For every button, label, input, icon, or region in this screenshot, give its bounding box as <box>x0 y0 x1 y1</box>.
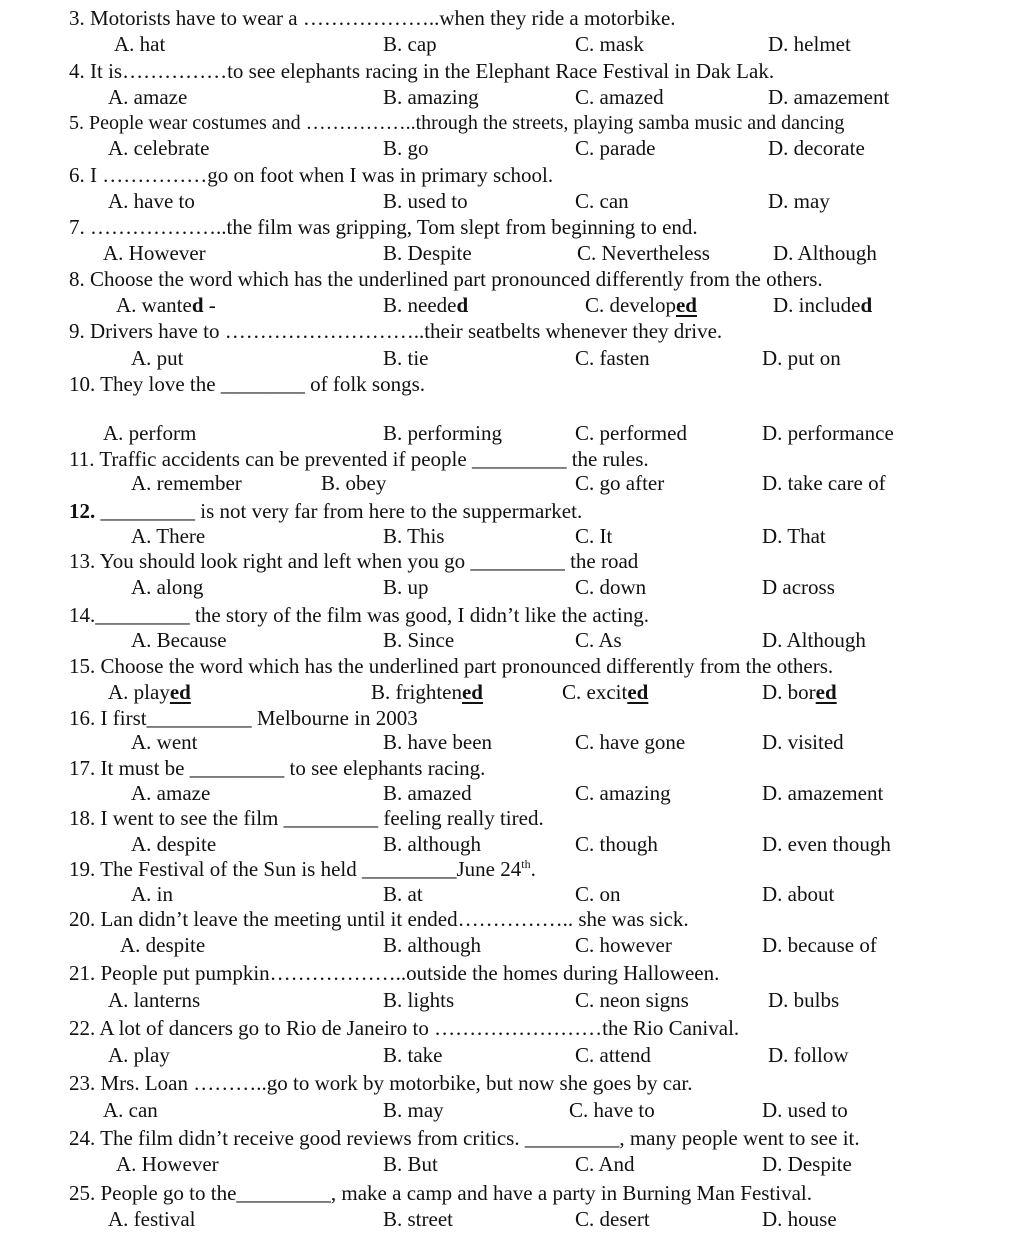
question-23-options <box>0 1097 1024 1123</box>
question-24-options <box>0 1151 1024 1177</box>
question-4-options <box>0 84 1024 110</box>
question-text: 9. Drivers have to ………………………..their seatbelts whenever they drive. <box>69 319 723 343</box>
question-22 <box>0 1015 1024 1041</box>
option-d: D. take care of <box>762 471 886 495</box>
option-a: A. hat <box>114 32 166 56</box>
option-c: C. excited <box>562 680 649 704</box>
question-8-options <box>0 292 1024 318</box>
question-text: 25. People go to the_________, make a camp and have a party in Burning Man Festival. <box>69 1181 813 1205</box>
question-17-options <box>0 780 1024 806</box>
question-12 <box>0 498 1024 524</box>
option-d: D. about <box>762 882 835 906</box>
question-5-options <box>0 135 1024 161</box>
option-b: B. go <box>383 136 429 160</box>
option-d: D. may <box>768 189 830 213</box>
option-c: C. amazing <box>575 781 671 805</box>
option-c: C. amazed <box>575 85 664 109</box>
question-20-options <box>0 932 1024 958</box>
question-18-options <box>0 831 1024 857</box>
option-d: D. performance <box>762 421 894 445</box>
question-11 <box>0 446 1024 472</box>
question-3-options <box>0 31 1024 57</box>
option-a: A. However <box>116 1152 219 1176</box>
option-c: C. Nevertheless <box>577 241 710 265</box>
option-b: B. street <box>383 1207 453 1231</box>
option-b: B. frightened <box>371 680 483 704</box>
option-a: A. can <box>103 1098 158 1122</box>
option-d: D. Despite <box>762 1152 852 1176</box>
question-text: 15. Choose the word which has the underlined part pronounced differently from the others. <box>69 654 834 678</box>
option-d: D. amazement <box>768 85 890 109</box>
question-text: 19. The Festival of the Sun is held _________June 24th. <box>69 857 536 881</box>
question-text: 24. The film didn’t receive good reviews from critics. _________, many people went to see it. <box>69 1126 860 1150</box>
question-text: 21. People put pumpkin………………..outside the homes during Halloween. <box>69 961 720 985</box>
question-5 <box>0 110 1024 136</box>
question-16-options <box>0 729 1024 755</box>
question-13-options <box>0 574 1024 600</box>
question-text: 7. ………………..the film was gripping, Tom slept from beginning to end. <box>69 215 698 239</box>
question-text: 18. I went to see the film _________ feeling really tired. <box>69 806 544 830</box>
option-a: A. along <box>131 575 204 599</box>
option-b: B. Since <box>383 628 455 652</box>
question-9 <box>0 318 1024 344</box>
question-text: 13. You should look right and left when you go _________ the road <box>69 549 639 573</box>
question-6 <box>0 162 1024 188</box>
option-a: A. despite <box>120 933 206 957</box>
option-b: B. tie <box>383 346 429 370</box>
question-8 <box>0 266 1024 292</box>
option-b: B. amazed <box>383 781 472 805</box>
option-c: C. desert <box>575 1207 650 1231</box>
question-text: 6. I ……………go on foot when I was in primary school. <box>69 163 554 187</box>
option-b: B. lights <box>383 988 455 1012</box>
option-d: D. amazement <box>762 781 884 805</box>
option-d: D. even though <box>762 832 891 856</box>
option-a: A. remember <box>131 471 242 495</box>
question-text: 4. It is……………to see elephants racing in the Elephant Race Festival in Dak Lak. <box>69 59 775 83</box>
option-a: A. amaze <box>131 781 211 805</box>
question-11-options <box>0 470 1024 496</box>
question-23 <box>0 1070 1024 1096</box>
question-text: 3. Motorists have to wear a ………………..when they ride a motorbike. <box>69 6 676 30</box>
question-15 <box>0 653 1024 679</box>
option-d: D. Although <box>762 628 866 652</box>
option-a: A. put <box>131 346 184 370</box>
question-text: 8. Choose the word which has the underlined part pronounced differently from the others. <box>69 267 823 291</box>
option-a: A. amaze <box>108 85 188 109</box>
option-a: A. festival <box>108 1207 196 1231</box>
option-d: D. follow <box>768 1043 849 1067</box>
question-3 <box>0 5 1024 31</box>
option-b: B. although <box>383 832 481 856</box>
option-a: A. play <box>108 1043 170 1067</box>
question-text: 5. People wear costumes and ……………..through the streets, playing samba music and dancing <box>69 112 845 134</box>
question-6-options <box>0 188 1024 214</box>
option-a: A. have to <box>108 189 195 213</box>
option-a: A. went <box>131 730 198 754</box>
question-21-options <box>0 987 1024 1013</box>
option-c: C. though <box>575 832 658 856</box>
option-c: C. can <box>575 189 629 213</box>
option-d: D. Although <box>773 241 877 265</box>
option-d: D. used to <box>762 1098 848 1122</box>
option-b: B. amazing <box>383 85 479 109</box>
option-d: D. decorate <box>768 136 865 160</box>
option-b: B. take <box>383 1043 443 1067</box>
option-c: C. It <box>575 524 613 548</box>
question-12-options <box>0 523 1024 549</box>
question-19 <box>0 856 1024 882</box>
question-25 <box>0 1180 1024 1206</box>
question-7 <box>0 214 1024 240</box>
question-21 <box>0 960 1024 986</box>
option-c: C. mask <box>575 32 644 56</box>
option-a: A. perform <box>103 421 197 445</box>
question-20 <box>0 906 1024 932</box>
question-14 <box>0 602 1024 628</box>
option-a: A. Because <box>131 628 227 652</box>
option-c: C. neon signs <box>575 988 689 1012</box>
option-a: A. There <box>131 524 206 548</box>
option-c: C. fasten <box>575 346 650 370</box>
option-b: B. needed <box>383 293 469 317</box>
question-text: 20. Lan didn’t leave the meeting until it ended…………….. she was sick. <box>69 907 689 931</box>
option-c: C. parade <box>575 136 656 160</box>
question-text: 11. Traffic accidents can be prevented if people _________ the rules. <box>69 447 649 471</box>
question-text: 22. A lot of dancers go to Rio de Janeiro to ……………………the Rio Canival. <box>69 1016 740 1040</box>
option-d: D. because of <box>762 933 877 957</box>
option-c: C. attend <box>575 1043 651 1067</box>
option-b: B. up <box>383 575 429 599</box>
option-d: D. bored <box>762 680 837 704</box>
question-text: 14._________ the story of the film was good, I didn’t like the acting. <box>69 603 649 627</box>
question-7-options <box>0 240 1024 266</box>
question-17 <box>0 755 1024 781</box>
option-d: D. helmet <box>768 32 851 56</box>
option-c: C. down <box>575 575 647 599</box>
option-b: B. although <box>383 933 481 957</box>
option-b: B. Despite <box>383 241 472 265</box>
question-text: 23. Mrs. Loan ………..go to work by motorbike, but now she goes by car. <box>69 1071 693 1095</box>
question-number: 12. <box>69 499 96 523</box>
option-c: C. on <box>575 882 621 906</box>
option-c: C. developed <box>585 293 697 317</box>
option-a: A. lanterns <box>108 988 201 1012</box>
question-text: 10. They love the ________ of folk songs. <box>69 372 425 396</box>
option-c: C. performed <box>575 421 687 445</box>
question-24 <box>0 1125 1024 1151</box>
question-4 <box>0 58 1024 84</box>
option-b: B. cap <box>383 32 437 56</box>
option-c: C. however <box>575 933 672 957</box>
question-25-options <box>0 1206 1024 1232</box>
option-b: B. may <box>383 1098 444 1122</box>
question-15-options <box>0 679 1024 705</box>
option-a: A. However <box>103 241 206 265</box>
question-text: 12. _________ is not very far from here to the suppermarket. <box>69 499 583 523</box>
option-d: D across <box>762 575 835 599</box>
option-d: D. included <box>773 293 873 317</box>
option-b: B. But <box>383 1152 438 1176</box>
question-18 <box>0 805 1024 831</box>
option-b: B. used to <box>383 189 468 213</box>
question-text: 17. It must be _________ to see elephants racing. <box>69 756 486 780</box>
option-a: A. in <box>131 882 173 906</box>
question-14-options <box>0 627 1024 653</box>
question-10-options <box>0 420 1024 446</box>
option-d: D. house <box>762 1207 837 1231</box>
question-10 <box>0 371 1024 397</box>
question-22-options <box>0 1042 1024 1068</box>
option-a: A. celebrate <box>108 136 210 160</box>
question-19-options <box>0 881 1024 907</box>
option-d: D. That <box>762 524 826 548</box>
option-a: A. wanted - <box>116 293 216 317</box>
option-c: C. have gone <box>575 730 686 754</box>
question-16 <box>0 705 1024 731</box>
option-c: C. As <box>575 628 622 652</box>
option-b: B. This <box>383 524 445 548</box>
option-a: A. played <box>108 680 191 704</box>
option-b: B. performing <box>383 421 502 445</box>
question-13 <box>0 548 1024 574</box>
option-b: B. obey <box>321 471 387 495</box>
option-d: D. visited <box>762 730 844 754</box>
option-c: C. have to <box>569 1098 655 1122</box>
option-d: D. put on <box>762 346 841 370</box>
option-b: B. have been <box>383 730 493 754</box>
option-d: D. bulbs <box>768 988 840 1012</box>
option-a: A. despite <box>131 832 217 856</box>
question-text: 16. I first__________ Melbourne in 2003 <box>69 706 418 730</box>
question-9-options <box>0 345 1024 371</box>
option-c: C. And <box>575 1152 635 1176</box>
option-c: C. go after <box>575 471 665 495</box>
option-b: B. at <box>383 882 423 906</box>
